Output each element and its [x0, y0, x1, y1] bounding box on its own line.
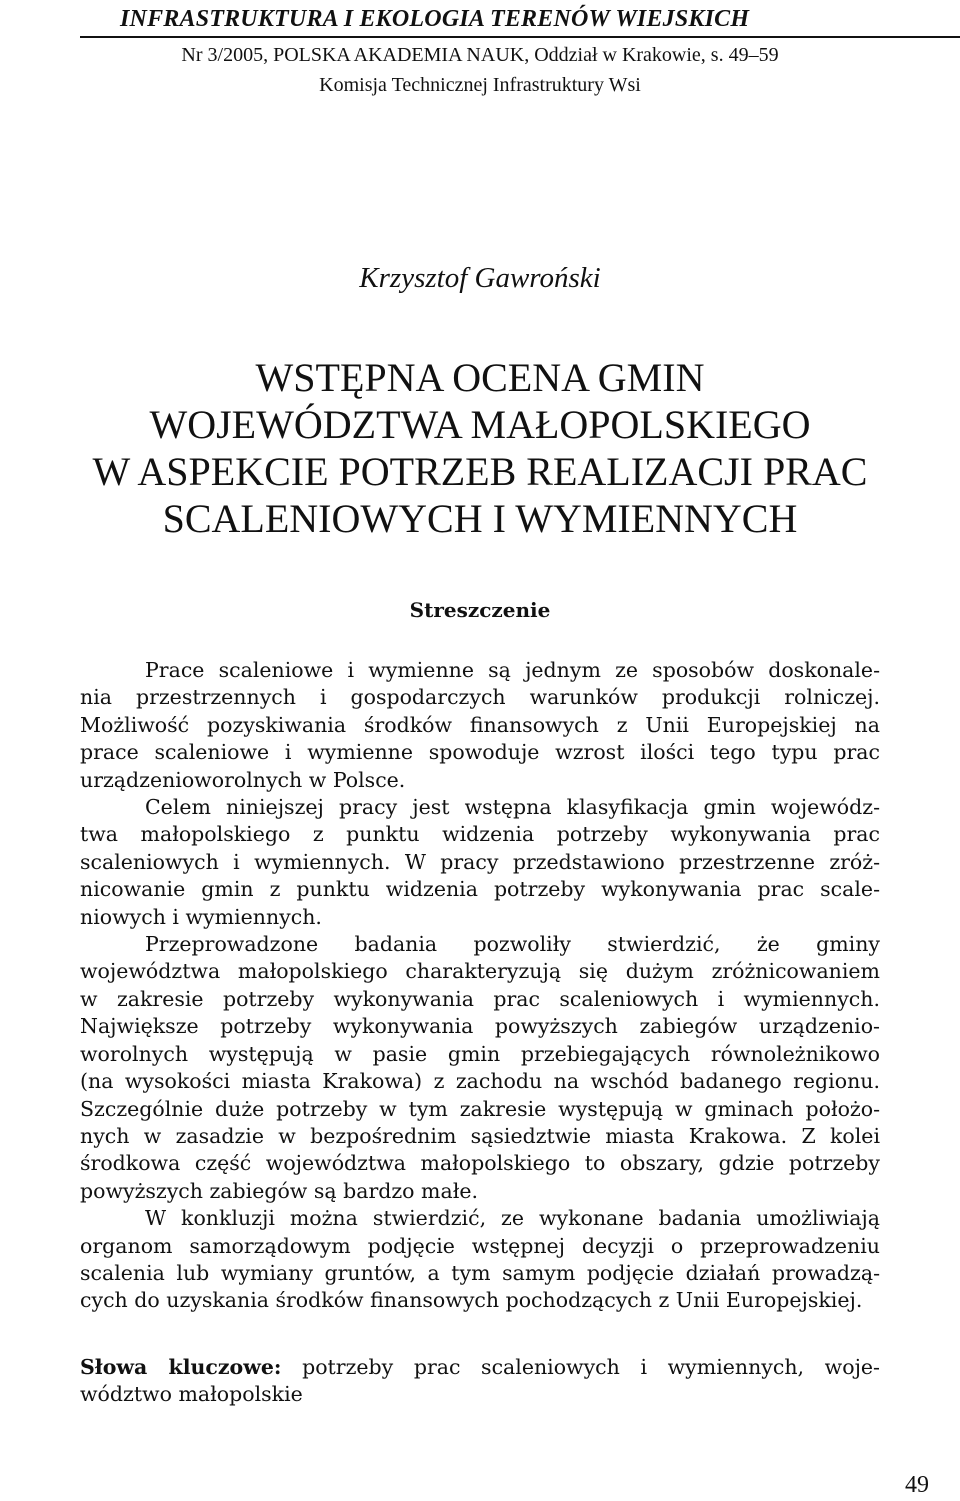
- keywords-text: potrzeby prac scaleniowych i wymiennych, woje-: [302, 1355, 880, 1379]
- issue-line: Nr 3/2005, POLSKA AKADEMIA NAUK, Oddział w Krakowie, s. 49–59: [181, 44, 779, 66]
- keywords-line: [80, 1354, 880, 1381]
- header-rule: [80, 36, 960, 38]
- abstract-line: powyższych zabiegów są bardzo małe.: [80, 1178, 478, 1203]
- abstract-line: Największe potrzeby wykonywania powyższych zabiegów urządzenio-: [80, 1014, 880, 1039]
- commission-line: Komisja Technicznej Infrastruktury Wsi: [319, 74, 641, 96]
- abstract-line: Przeprowadzone badania pozwoliły stwierdzić, że gminy: [145, 932, 880, 957]
- abstract-line: województwa małopolskiego charakteryzują się dużym zróżnicowaniem: [80, 959, 880, 984]
- abstract-line: organom samorządowym podjęcie wstępnej decyzji o przeprowadzeniu: [80, 1233, 880, 1258]
- author-name: Krzysztof Gawroński: [359, 262, 601, 294]
- keywords-label: Słowa kluczowe:: [80, 1355, 282, 1379]
- keywords: [80, 1354, 880, 1409]
- keywords-line: wództwo małopolskie: [80, 1382, 303, 1407]
- journal-title: INFRASTRUKTURA I EKOLOGIA TERENÓW WIEJSKICH: [120, 6, 750, 32]
- abstract-line: cych do uzyskania środków finansowych pochodzących z Unii Europejskiej.: [80, 1288, 863, 1313]
- abstract-line: Szczególnie duże potrzeby w tym zakresie występują w gminach położo-: [80, 1096, 880, 1121]
- abstract-line: twa małopolskiego z punktu widzenia potrzeby wykonywania prac: [80, 822, 880, 847]
- abstract-line: nia przestrzennych i gospodarczych warunków produkcji rolniczej.: [80, 685, 880, 710]
- abstract-line: nicowanie gmin z punktu widzenia potrzeby wykonywania prac scale-: [80, 877, 880, 902]
- page-number: 49: [905, 1472, 929, 1498]
- abstract-heading: Streszczenie: [409, 598, 551, 622]
- paper-title: [0, 354, 960, 542]
- abstract-body: [80, 657, 880, 1315]
- abstract-line: (na wysokości miasta Krakowa) z zachodu na wschód badanego regionu.: [80, 1069, 880, 1094]
- abstract-line: w zakresie potrzeby wykonywania prac scaleniowych i wymiennych.: [80, 986, 880, 1011]
- abstract-line: W konkluzji można stwierdzić, ze wykonane badania umożliwiają: [145, 1206, 880, 1231]
- abstract-line: worolnych występują w pasie gmin przebiegających równoleżnikowo: [80, 1041, 880, 1066]
- title-line: WOJEWÓDZTWA MAŁOPOLSKIEGO: [149, 402, 811, 447]
- title-line: W ASPEKCIE POTRZEB REALIZACJI PRAC: [92, 449, 868, 494]
- abstract-line: nych w zasadzie w bezpośrednim sąsiedztwie miasta Krakowa. Z kolei: [80, 1123, 880, 1148]
- title-line: WSTĘPNA OCENA GMIN: [255, 355, 705, 400]
- abstract-line: scaleniowych i wymiennych. W pracy przedstawiono przestrzenne zróż-: [80, 849, 880, 874]
- abstract-line: Prace scaleniowe i wymienne są jednym ze sposobów doskonale-: [145, 658, 880, 682]
- abstract-line: prace scaleniowe i wymienne spowoduje wzrost ilości tego typu prac: [80, 740, 880, 765]
- abstract-line: Celem niniejszej pracy jest wstępna klasyfikacja gmin wojewódz-: [145, 795, 880, 820]
- abstract-line: niowych i wymiennych.: [80, 904, 322, 929]
- abstract-line: urządzenioworolnych w Polsce.: [80, 767, 406, 792]
- abstract-line: Możliwość pozyskiwania środków finansowych z Unii Europejskiej na: [80, 712, 880, 737]
- abstract-line: środkowa część województwa małopolskiego to obszary, gdzie potrzeby: [80, 1151, 880, 1176]
- title-line: SCALENIOWYCH I WYMIENNYCH: [162, 496, 798, 541]
- abstract-line: scalenia lub wymiany gruntów, a tym samym podjęcie działań prowadzą-: [80, 1260, 880, 1285]
